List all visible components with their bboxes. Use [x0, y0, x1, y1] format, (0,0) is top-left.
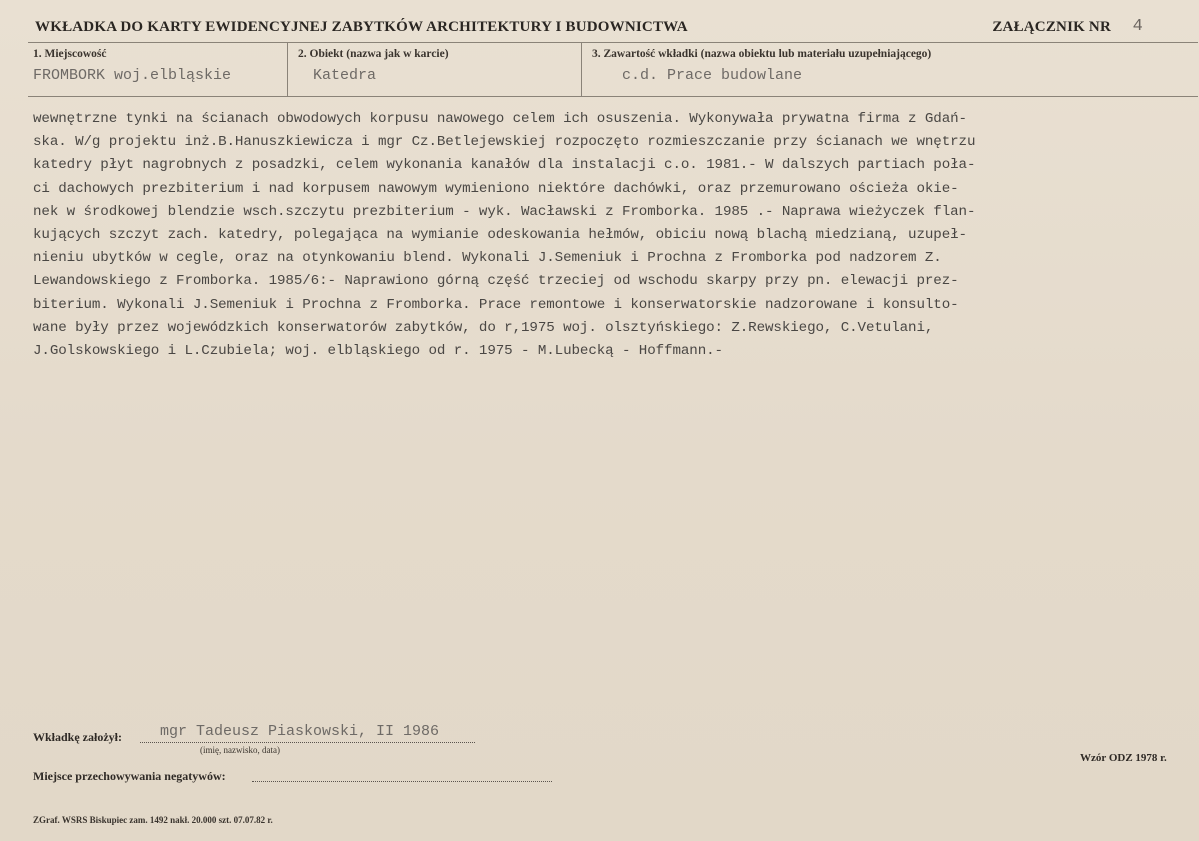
negatives-location-line: [252, 781, 552, 782]
header-top-rule: [28, 42, 1198, 43]
created-by-label: Wkładkę założył:: [33, 730, 122, 744]
card-header: [35, 17, 1185, 43]
header-bottom-rule: [28, 96, 1198, 97]
header-divider-2: [581, 42, 582, 96]
body-line: ci dachowych prezbiterium i nad korpusem nawowym wymieniono niektóre dachówki, oraz przemurowano ościeża okie-: [33, 180, 959, 197]
body-line: Lewandowskiego z Fromborka. 1985/6:- Naprawiono górną część trzeciej od wschodu skarpy przy pn. elewacji prez-: [33, 273, 959, 290]
contents-label: 3. Zawartość wkładki (nazwa obiektu lub materiału uzupełniającego): [592, 48, 932, 60]
body-line: katedry płyt nagrobnych z posadzki, celem wykonania kanałów dla instalacji c.o. 1981.- W dalszych partiach poła-: [33, 157, 976, 174]
contents-value: c.d. Prace budowlane: [622, 67, 803, 84]
form-template-id: Wzór ODZ 1978 r.: [1080, 752, 1167, 764]
created-by-value: mgr Tadeusz Piaskowski, II 1986: [160, 723, 440, 740]
body-line: wewnętrzne tynki na ścianach obwodowych korpusu nawowego celem ich osuszenia. Wykonywała prywatna firma z Gdań-: [33, 111, 967, 127]
created-by-line: [140, 742, 475, 743]
printer-imprint: ZGraf. WSRS Biskupiec zam. 1492 nakł. 20.000 szt. 07.07.82 r.: [33, 815, 273, 825]
body-line: nek w środkowej blendzie wsch.szczytu prezbiterium - wyk. Wacławski z Fromborka. 1985 .- Naprawa wieżyczek flan-: [33, 203, 976, 220]
negatives-location-label: Miejsce przechowywania negatywów:: [33, 769, 226, 783]
body-line: wane były przez wojewódzkich konserwatorów zabytków, do r,1975 woj. olsztyńskiego: Z.Rewskiego, C.Vetulani,: [33, 319, 934, 336]
annex-number: 4: [1132, 17, 1143, 36]
body-line: nieniu ubytków w cegle, oraz na otynkowaniu blend. Wykonali J.Semeniuk i Prochna z Fromborka pod nadzorem Z.: [33, 250, 942, 267]
object-label: 2. Obiekt (nazwa jak w karcie): [298, 48, 449, 60]
typed-body-text: [33, 108, 1193, 363]
header-divider-1: [287, 42, 288, 96]
body-line: J.Golskowskiego i L.Czubiela; woj. elbląskiego od r. 1975 - M.Lubecką - Hoffmann.-: [33, 342, 723, 359]
locality-label: 1. Miejscowość: [33, 48, 107, 60]
card-title: WKŁADKA DO KARTY EWIDENCYJNEJ ZABYTKÓW ARCHITEKTURY I BUDOWNICTWA: [35, 19, 688, 35]
body-line: biterium. Wykonali J.Semeniuk i Prochna z Fromborka. Prace remontowe i konserwatorskie nadzorowane i konsulto-: [33, 296, 959, 313]
object-value: Katedra: [313, 67, 377, 84]
locality-value: FROMBORK woj.elbląskie: [33, 67, 232, 84]
created-by-hint: (imię, nazwisko, data): [200, 745, 280, 755]
body-line: ska. W/g projektu inż.B.Hanuszkiewicza i mgr Cz.Betlejewskiej rozpoczęto rozmieszczanie przy ścianach we wnętrzu: [33, 134, 976, 151]
body-line: kujących szczyt zach. katedry, polegająca na wymianie odeskowania hełmów, obiciu nową blachą miedzianą, uzupeł-: [33, 226, 967, 243]
annex-label: ZAŁĄCZNIK NR: [992, 19, 1111, 35]
